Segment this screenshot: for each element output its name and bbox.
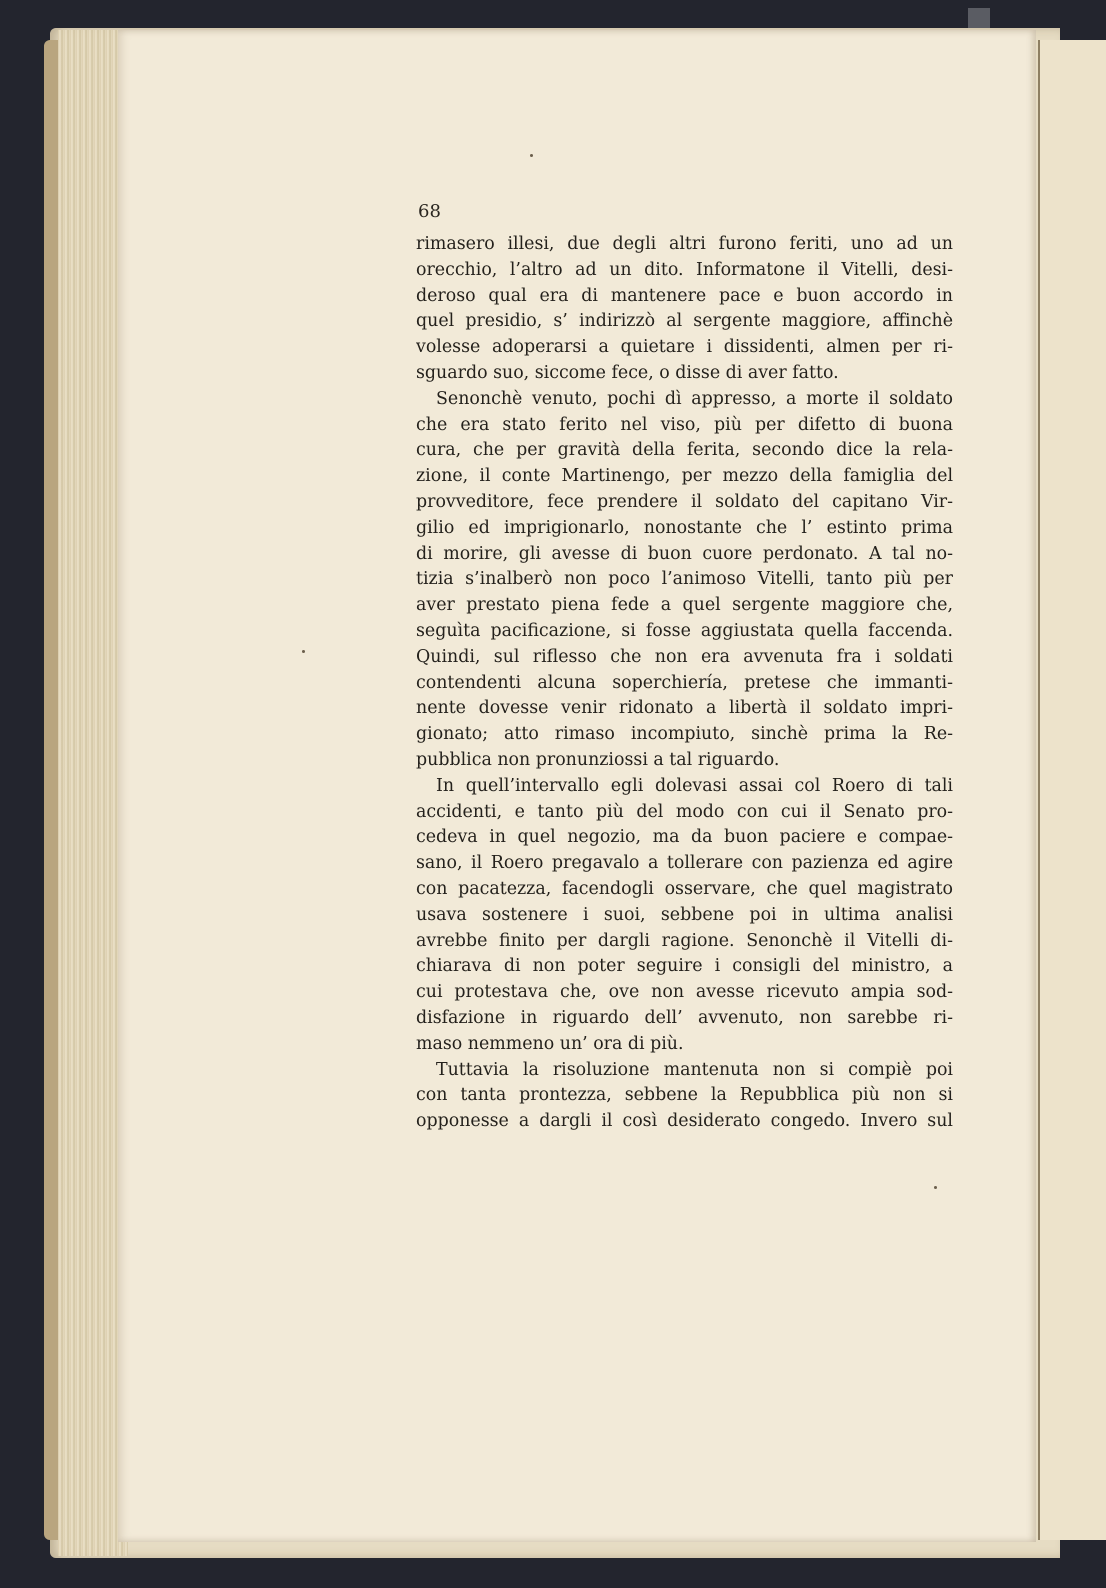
text-line: con pacatezza, facendogli osservare, che quel magistrato xyxy=(416,878,953,899)
text-line: pubblica non pronunziossi a tal riguardo. xyxy=(416,749,780,770)
speck xyxy=(302,650,305,653)
text-line: maso nemmeno un’ ora di più. xyxy=(416,1033,684,1054)
text-line: cui protestava che, ove non avesse ricevuto ampia sod- xyxy=(416,982,953,1003)
text-line: di morire, gli avesse di buon cuore perdonato. A tal no- xyxy=(416,543,953,564)
text-line: contendenti alcuna soperchiería, pretese che immanti- xyxy=(416,672,953,693)
speck xyxy=(530,154,533,157)
text-line: seguìta pacificazione, si fosse aggiustata quella faccenda. xyxy=(416,620,953,641)
text-line: zione, il conte Martinengo, per mezzo della famiglia del xyxy=(416,466,953,487)
text-line: con tanta prontezza, sebbene la Repubblica più non si xyxy=(416,1085,953,1106)
body-text xyxy=(416,232,953,1135)
next-page-edge xyxy=(1038,40,1106,1540)
text-line: deroso qual era di mantenere pace e buon accordo in xyxy=(416,285,953,306)
book-spine-edge xyxy=(44,40,58,1540)
text-line: In quell’intervallo egli dolevasi assai col Roero di tali xyxy=(436,775,953,796)
text-line: gilio ed imprigionarlo, nonostante che l’ estinto prima xyxy=(416,517,953,538)
text-line: usava sostenere i suoi, sebbene poi in ultima analisi xyxy=(416,904,953,925)
text-line: sguardo suo, siccome fece, o disse di aver fatto. xyxy=(416,362,839,383)
text-line: sano, il Roero pregavalo a tollerare con pazienza ed agire xyxy=(416,853,953,874)
text-line: chiarava di non poter seguire i consigli del ministro, a xyxy=(416,956,953,977)
text-line: tizia s’inalberò non poco l’animoso Vitelli, tanto più per xyxy=(416,569,953,590)
text-line: orecchio, l’altro ad un dito. Informatone il Vitelli, desi- xyxy=(416,259,953,280)
text-line: provveditore, fece prendere il soldato del capitano Vir- xyxy=(416,491,953,512)
text-line: gionato; atto rimaso incompiuto, sinchè prima la Re- xyxy=(416,724,953,745)
text-line: Senonchè venuto, pochi dì appresso, a morte il soldato xyxy=(436,388,953,409)
page-number: 68 xyxy=(418,201,441,222)
text-line: aver prestato piena fede a quel sergente maggiore che, xyxy=(416,595,953,616)
text-line: cura, che per gravità della ferita, secondo dice la rela- xyxy=(416,440,953,461)
speck xyxy=(934,1186,937,1189)
text-line: opponesse a dargli il così desiderato congedo. Invero sul xyxy=(416,1111,953,1132)
text-line: rimasero illesi, due degli altri furono feriti, uno ad un xyxy=(416,234,953,254)
text-line: quel presidio, s’ indirizzò al sergente maggiore, affinchè xyxy=(416,311,953,332)
text-line: disfazione in riguardo dell’ avvenuto, non sarebbe ri- xyxy=(416,1007,953,1028)
text-line: volesse adoperarsi a quietare i dissidenti, almen per ri- xyxy=(416,337,953,358)
text-line: che era stato ferito nel viso, più per difetto di buona xyxy=(416,414,953,435)
text-line: Tuttavia la risoluzione mantenuta non si compiè poi xyxy=(436,1059,953,1080)
text-line: Quindi, sul riflesso che non era avvenuta fra i soldati xyxy=(416,646,953,667)
text-line: accidenti, e tanto più del modo con cui il Senato pro- xyxy=(416,801,953,822)
text-line: avrebbe finito per dargli ragione. Senonchè il Vitelli di- xyxy=(416,930,953,951)
text-line: nente dovesse venir ridonato a libertà il soldato impri- xyxy=(416,698,953,719)
text-line: cedeva in quel negozio, ma da buon paciere e compae- xyxy=(416,827,953,848)
